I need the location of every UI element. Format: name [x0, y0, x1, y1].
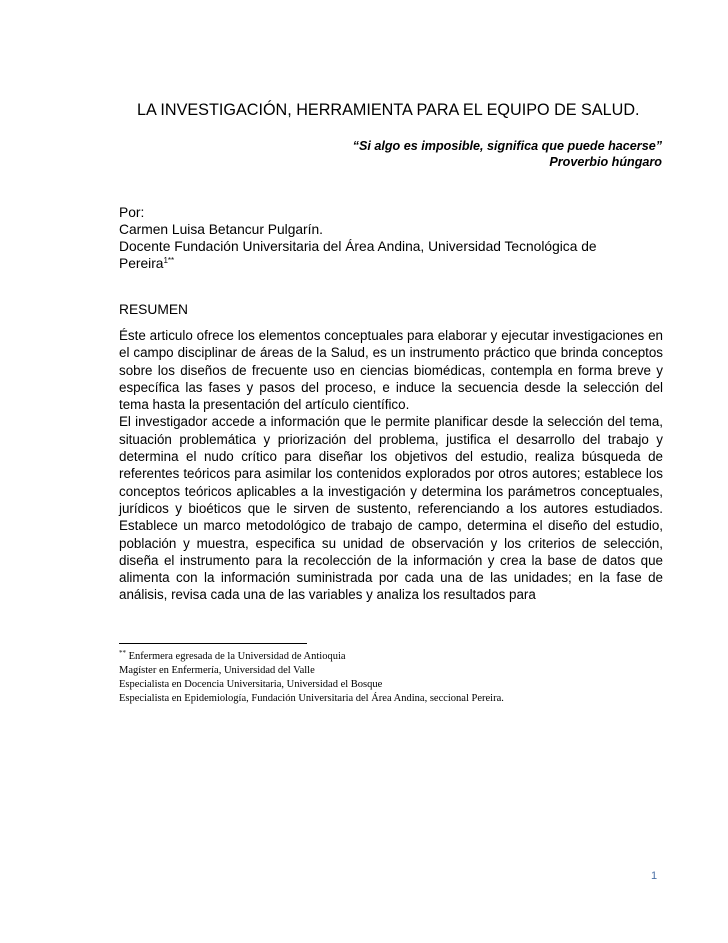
- footnote-line-3: Especialista en Docencia Universitaria, Universidad el Bosque: [119, 679, 383, 690]
- abstract-paragraph-2: El investigador accede a información que le permite planificar desde la selección del tema, situación problemática y priorización del problema, justifica el desarrollo del trabajo y determina el nudo crítico para diseñar los objetivos del estudio, realiza búsqueda de referentes teóricos para asimilar los contenidos explorados por otros autores; establece los conceptos teóricos aplicables a la investigación y determina los parámetros conceptuales, jurídicos y bioéticos que le sirven de sustento, referenciando a los autores estudiados. Establece un marco metodológico de trabajo de campo, determina el diseño del estudio, población y muestra, especifica su unidad de observación y los criterios de selección, diseña el instrumento para la recolección de la información y crea la base de datos que alimenta con la información suministrada por cada una de las unidades; en la fase de análisis, revisa cada una de las variables y analiza los resultados para: [119, 414, 663, 603]
- footnote-line-4: Especialista en Epidemiología, Fundación Universitaria del Área Andina, seccional Pereira.: [119, 693, 504, 704]
- author-name: Carmen Luisa Betancur Pulgarín.: [119, 222, 323, 237]
- footnote-text-1: Enfermera egresada de la Universidad de Antioquia: [126, 651, 346, 662]
- epigraph: [102, 138, 662, 170]
- epigraph-quote: “Si algo es imposible, significa que puede hacerse”: [352, 139, 662, 153]
- footnote-marker: 1**: [163, 256, 175, 265]
- abstract-paragraph-1: Éste articulo ofrece los elementos conceptuales para elaborar y ejecutar investigaciones en el campo disciplinar de áreas de la Salud, es un instrumento práctico que brinda conceptos sobre los diseños de frecuente uso en ciencias biomédicas, contempla en forma breve y específica las fases y pasos del proceso, e induce la secuencia desde la selección del tema hasta la presentación del artículo científico.: [119, 328, 663, 413]
- author-block: [119, 204, 664, 272]
- by-label: Por:: [119, 205, 145, 220]
- footnote-separator: [119, 643, 307, 644]
- author-affiliation-line1: Docente Fundación Universitaria del Área Andina, Universidad Tecnológica de: [119, 239, 597, 254]
- document-title: LA INVESTIGACIÓN, HERRAMIENTA PARA EL EQUIPO DE SALUD.: [137, 101, 640, 119]
- author-affiliation-line2: [119, 255, 664, 272]
- abstract-heading: RESUMEN: [119, 302, 188, 317]
- footnote-line-1: [119, 650, 679, 664]
- epigraph-source: Proverbio húngaro: [549, 155, 662, 169]
- abstract-body: [119, 327, 663, 604]
- affiliation-city: Pereira: [119, 256, 164, 271]
- footnote-line-2: Magíster en Enfermería, Universidad del Valle: [119, 665, 315, 676]
- footnotes: [119, 650, 679, 706]
- footnote-marker-symbol: **: [119, 649, 126, 657]
- page-number: 1: [651, 870, 658, 882]
